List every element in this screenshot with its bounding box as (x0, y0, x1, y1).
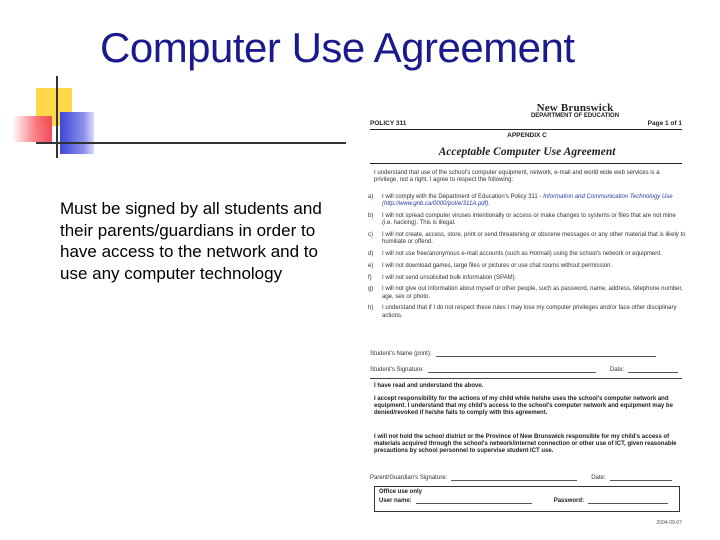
rule-item (368, 286, 686, 300)
rule-item (368, 194, 686, 208)
office-use-label: Office use only (379, 489, 423, 495)
parent-signature-field (370, 474, 672, 481)
title-underline (370, 163, 682, 164)
rule-item (368, 251, 686, 258)
read-understand-text: I have read and understand the above. (374, 383, 484, 389)
department-header (480, 102, 670, 119)
rule-text: I understand that if I do not respect these rules I may lose my computer privileges and/or face other disciplinary actions. (382, 305, 677, 319)
rule-text: I will not download games, large files or pictures or use chat rooms without permission. (382, 262, 613, 269)
slide-body-text: Must be signed by all students and their parents/guardians in order to have access to the network and to use any computer technology (60, 199, 322, 283)
student-name-field (370, 350, 656, 357)
parent-signature-label: Parent/Guardian's Signature: (370, 475, 448, 481)
rule-item (368, 232, 686, 246)
slide-title: Computer Use Agreement (100, 24, 575, 71)
rule-letter: a) (368, 194, 374, 200)
decorative-red-block (12, 116, 52, 142)
rule-item (368, 213, 686, 227)
department-name: New Brunswick (536, 102, 614, 114)
rule-text-main: I will comply with the Department of Education's Policy 311 - (382, 194, 542, 200)
student-name-label: Student's Name (print): (370, 351, 432, 357)
password-line (588, 497, 668, 504)
student-signature-label: Student's Signature: (370, 367, 424, 373)
parent-responsibility-paragraph: I accept responsibility for the actions of my child while he/she uses the school's computer network and equipment. I understand that my child's access to the school's computer network and equipment may be denied/revoked if he/she fails to comply with this agreement. (374, 396, 673, 417)
policy-link: Information and Communication Technology Use (http://www.gnb.ca/0000/pol/e/311A.pdf). (382, 194, 673, 208)
policy-row (370, 120, 682, 130)
parent-date-label: Date: (591, 475, 606, 481)
intro-paragraph: I understand that use of the school's computer equipment, network, e-mail and world wide web services is a privilege, not a right. I agree to respect the following: (374, 170, 660, 184)
document-title: Acceptable Computer Use Agreement (438, 146, 616, 158)
rule-letter: h) (368, 305, 374, 312)
rules-list (368, 194, 686, 324)
user-name-line (416, 497, 532, 504)
appendix-label: APPENDIX C (507, 132, 547, 139)
rule-text: I will not spread computer viruses intentionally or access or make changes to systems or files that are not mine (i.e. hacking). This is illegal. (382, 213, 676, 227)
user-name-label: User name: (379, 498, 412, 504)
rule-letter: g) (368, 286, 374, 293)
rule-item (368, 275, 686, 282)
rule-letter: c) (368, 232, 373, 238)
rule-letter: d) (368, 251, 374, 257)
document-date: 2004-09-07 (656, 520, 682, 526)
school-liability-paragraph: I will not hold the school district or the Province of New Brunswick responsible for my child's access of materials acquired through the school's network/internet connection or other use of ICT, given reasonable precautions by school personnel to supervise student ICT use. (374, 434, 677, 455)
parent-date-line (610, 474, 672, 481)
student-name-line (436, 350, 656, 357)
decorative-horizontal-line (36, 142, 346, 144)
student-date-label: Date: (609, 367, 625, 373)
office-credentials-row (379, 497, 675, 504)
section-divider (370, 378, 682, 379)
decorative-blue-block (60, 112, 94, 154)
student-signature-line (428, 366, 596, 373)
rule-text: I will not use free/anonymous e-mail accounts (such as Hotmail) using the school's network or equipment. (382, 251, 662, 257)
office-use-box (374, 486, 680, 512)
student-date-line (628, 366, 678, 373)
agreement-document-image (364, 96, 690, 528)
parent-signature-line (451, 474, 577, 481)
rule-text: I will not give out information about myself or other people, such as password, name, address, telephone number, age, sex or photo. (382, 286, 683, 300)
rule-text (382, 194, 686, 208)
rule-item (368, 263, 686, 270)
rule-text: I will not create, access, store, print or send threatening or obscene messages or any other material that is likely to humiliate or offend. (382, 232, 686, 246)
rule-item (368, 305, 686, 319)
page-number: Page 1 of 1 (647, 120, 682, 127)
rule-text: I will not send unsolicited bulk information (SPAM). (382, 274, 517, 281)
decorative-vertical-line (56, 76, 58, 158)
rule-letter: f) (368, 274, 372, 281)
department-subtitle: DEPARTMENT OF EDUCATION (530, 113, 620, 119)
password-label: Password: (553, 498, 585, 504)
rule-letter: b) (368, 213, 374, 219)
student-signature-field (370, 366, 678, 373)
policy-number: POLICY 311 (370, 120, 407, 127)
rule-letter: e) (368, 262, 374, 269)
